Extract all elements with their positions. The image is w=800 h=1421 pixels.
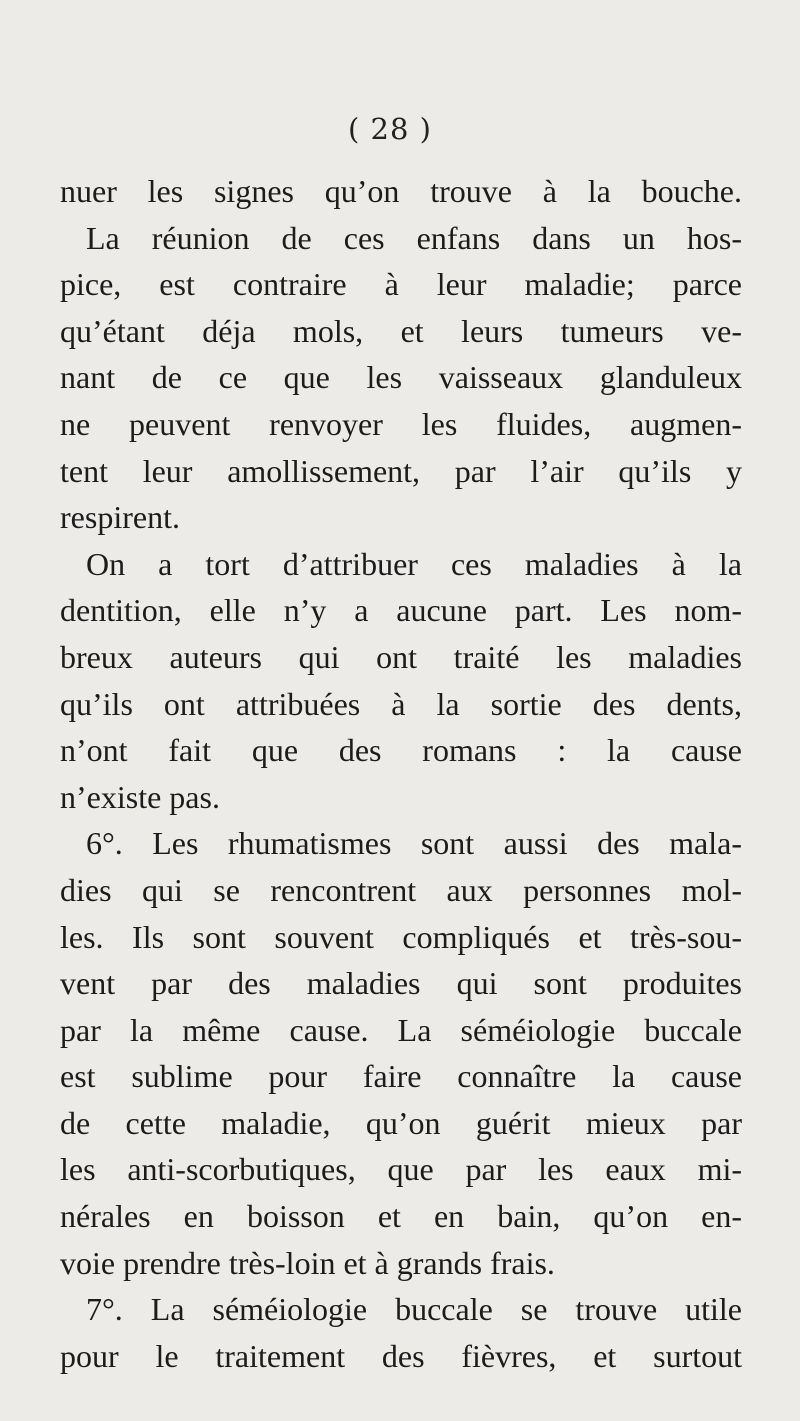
- text-line: nérales en boisson et en bain, qu’on en-: [60, 1198, 742, 1235]
- text-line: de cette maladie, qu’on guérit mieux par: [60, 1104, 742, 1141]
- text-line: n’ont fait que des romans : la cause: [60, 732, 742, 769]
- text-line: 7°. La séméiologie buccale se trouve utile: [86, 1291, 742, 1328]
- text-line: ne peuvent renvoyer les fluides, augmen-: [60, 405, 742, 442]
- text-line: est sublime pour faire connaître la cause: [60, 1058, 742, 1095]
- text-line: nuer les signes qu’on trouve à la bouche.: [60, 173, 742, 209]
- page-number: ( 28 ): [348, 112, 432, 146]
- text-line: les. Ils sont souvent compliqués et très-sou-: [60, 918, 742, 955]
- text-line: qu’ils ont attribuées à la sortie des dents,: [60, 685, 742, 722]
- text-line: les anti-scorbutiques, que par les eaux mi-: [60, 1151, 742, 1188]
- body-text: [60, 168, 742, 1379]
- text-line: qu’étant déja mols, et leurs tumeurs ve-: [60, 312, 742, 349]
- text-line: voie prendre très-loin et à grands frais.: [60, 1244, 555, 1281]
- text-line: dentition, elle n’y a aucune part. Les nom-: [60, 592, 742, 629]
- text-line: 6°. Les rhumatismes sont aussi des mala-: [86, 825, 742, 862]
- text-line: dies qui se rencontrent aux personnes mol-: [60, 871, 742, 908]
- text-line: tent leur amollissement, par l’air qu’ils y: [60, 452, 742, 489]
- text-line: La réunion de ces enfans dans un hos-: [86, 219, 742, 256]
- text-line: On a tort d’attribuer ces maladies à la: [86, 545, 742, 582]
- text-line: pice, est contraire à leur maladie; parce: [60, 266, 742, 303]
- text-line: par la même cause. La séméiologie buccale: [60, 1011, 742, 1048]
- text-line: nant de ce que les vaisseaux glanduleux: [60, 359, 742, 396]
- text-line: respirent.: [60, 499, 180, 536]
- text-line: vent par des maladies qui sont produites: [60, 965, 742, 1002]
- text-line: breux auteurs qui ont traité les maladies: [60, 638, 742, 675]
- text-line: n’existe pas.: [60, 778, 220, 815]
- text-line: pour le traitement des fièvres, et surtout: [60, 1337, 742, 1374]
